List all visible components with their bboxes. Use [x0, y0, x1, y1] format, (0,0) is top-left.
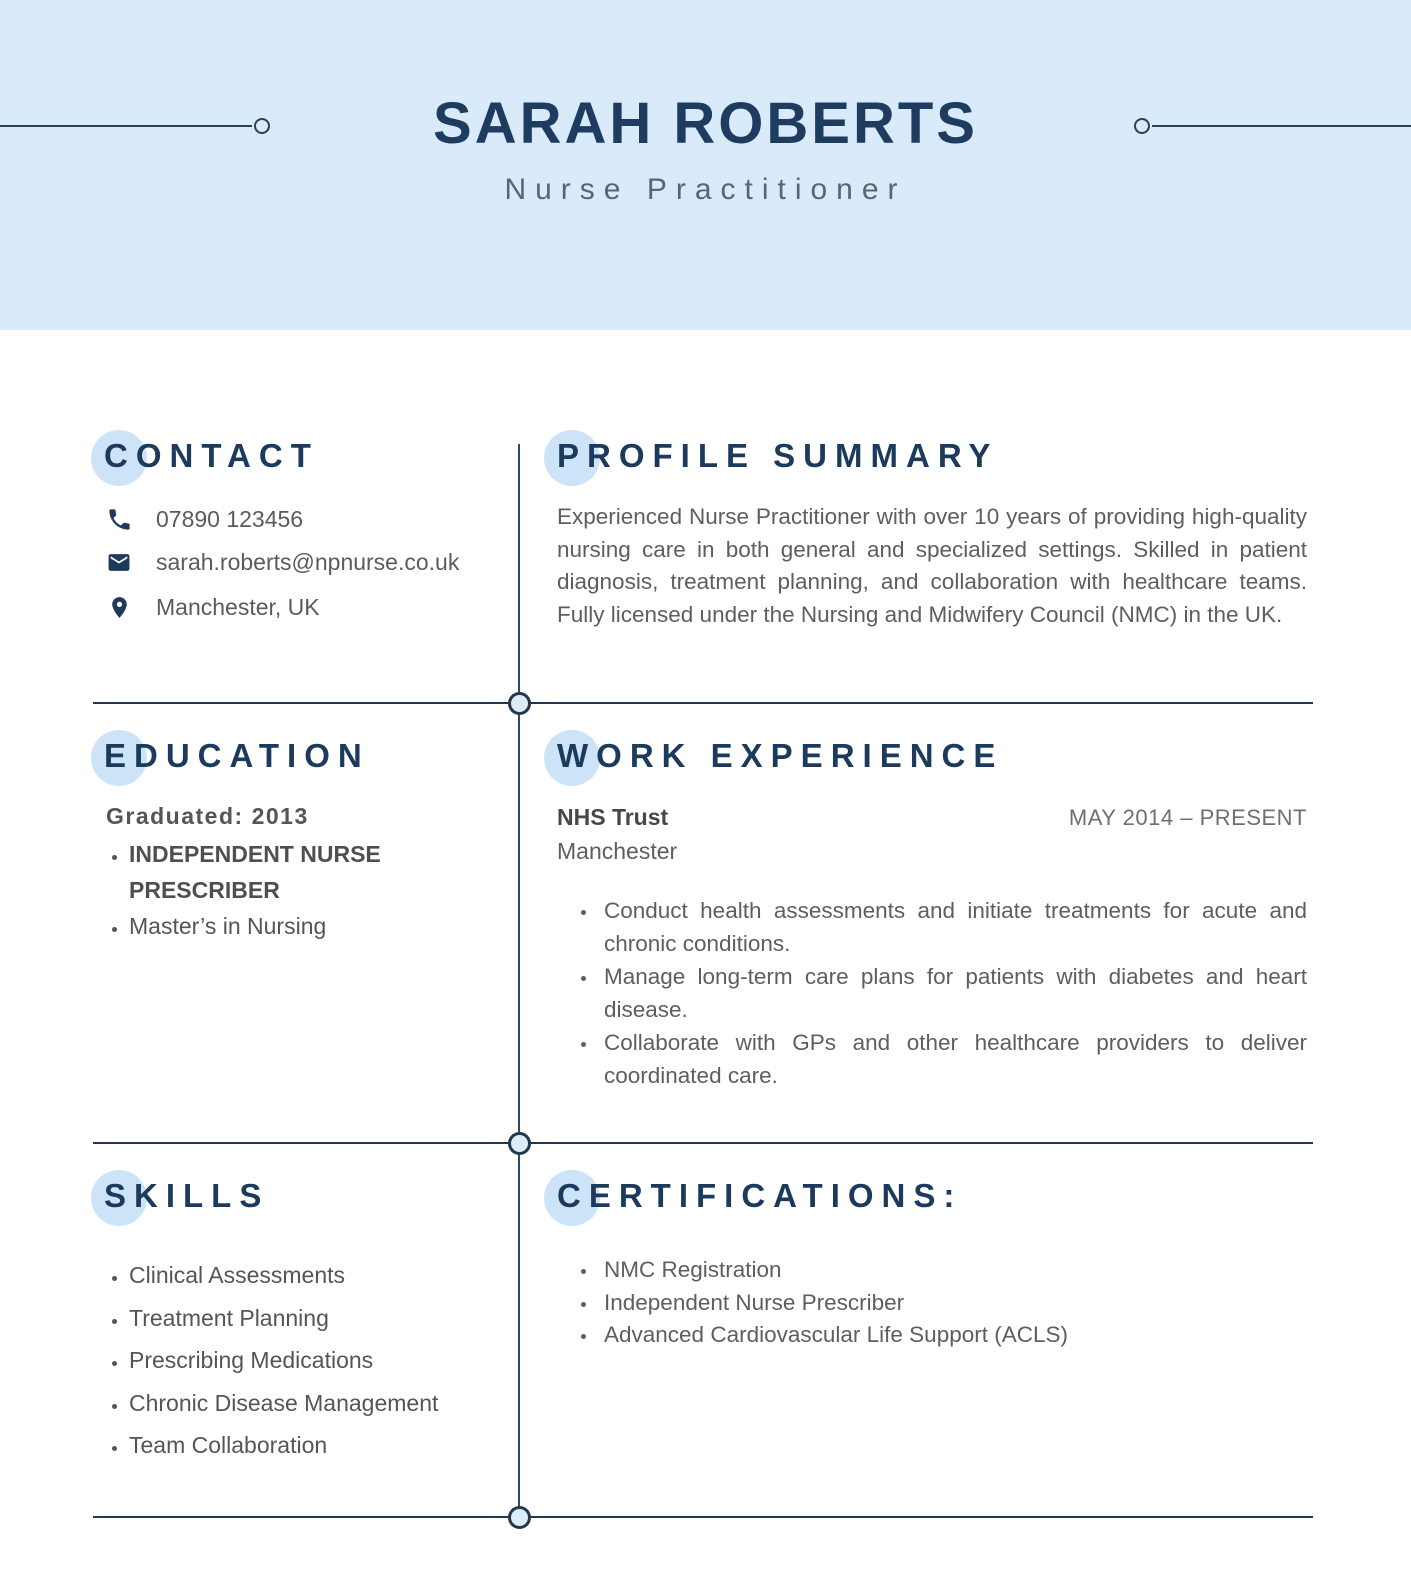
divider-node-3	[508, 1506, 531, 1529]
contact-list	[104, 506, 489, 623]
profile-summary-text: Experienced Nurse Practitioner with over 10 years of providing high-quality nursing care in both general and specialized settings. Skilled in patient diagnosis, treatment planning, and collaboration with healthcare teams. Fully licensed under the Nursing and Midwifery Council (NMC) in the UK.	[557, 504, 1307, 627]
work-duty-item: • Manage long-term care plans for patients with diabetes and heart disease.	[598, 960, 1307, 1026]
horizontal-divider-1	[93, 702, 1313, 704]
certifications-section	[557, 1176, 1307, 1352]
horizontal-divider-3	[93, 1516, 1313, 1518]
decorative-circle	[254, 118, 270, 134]
education-item: • INDEPENDENT NURSE PRESCRIBER	[129, 836, 434, 908]
certifications-list	[557, 1254, 1307, 1352]
certification-item: • Independent Nurse Prescriber	[598, 1287, 1307, 1320]
contact-item-phone	[104, 506, 489, 533]
certification-item: • Advanced Cardiovascular Life Support (ACLS)	[598, 1319, 1307, 1352]
employer-name: NHS Trust	[557, 804, 669, 830]
job-title: Nurse Practitioner	[504, 173, 907, 206]
contact-phone-value: 07890 123456	[156, 506, 304, 532]
horizontal-divider-2	[93, 1142, 1313, 1144]
employment-dates: MAY 2014 – PRESENT	[1068, 805, 1307, 830]
skill-item: • Treatment Planning	[129, 1297, 494, 1340]
skill-item: • Chronic Disease Management	[129, 1382, 494, 1425]
contact-item-email	[104, 549, 489, 576]
work-experience-heading-label: WORK EXPERIENCE	[557, 737, 1004, 774]
education-heading-label: EDUCATION	[104, 737, 370, 774]
skills-list	[104, 1254, 494, 1467]
phone-icon	[104, 506, 134, 533]
skills-heading-label: SKILLS	[104, 1177, 270, 1214]
work-duty-item: • Conduct health assessments and initiate treatments for acute and chronic conditions.	[598, 894, 1307, 960]
contact-location-value: Manchester, UK	[156, 594, 320, 620]
contact-heading-label: CONTACT	[104, 437, 319, 474]
profile-summary-heading-label: PROFILE SUMMARY	[557, 437, 999, 474]
skills-heading	[104, 1176, 494, 1216]
education-list	[104, 836, 434, 944]
certifications-heading-label: CERTIFICATIONS:	[557, 1177, 963, 1214]
work-experience-heading	[557, 736, 1307, 776]
certification-item: • NMC Registration	[598, 1254, 1307, 1287]
skill-item: • Team Collaboration	[129, 1424, 494, 1467]
education-graduated: Graduated: 2013	[106, 803, 309, 829]
contact-heading	[104, 436, 489, 476]
decorative-line-left	[0, 118, 272, 136]
decorative-rule	[1152, 125, 1411, 127]
divider-node-1	[508, 692, 531, 715]
contact-section	[104, 436, 489, 639]
mail-icon	[104, 550, 134, 575]
contact-item-location	[104, 592, 489, 623]
decorative-line-right	[1134, 118, 1411, 136]
skills-section	[104, 1176, 494, 1467]
education-heading	[104, 736, 494, 776]
work-experience-section	[557, 736, 1307, 1092]
location-icon	[104, 592, 134, 623]
work-duty-item: • Collaborate with GPs and other healthcare providers to deliver coordinated care.	[598, 1026, 1307, 1092]
job-row	[557, 804, 1307, 831]
divider-node-2	[508, 1132, 531, 1155]
job-location: Manchester	[557, 838, 678, 864]
contact-email-value: sarah.roberts@npnurse.co.uk	[156, 549, 460, 575]
profile-summary-section	[557, 436, 1307, 631]
person-name: SARAH ROBERTS	[433, 91, 978, 156]
skill-item: • Clinical Assessments	[129, 1254, 494, 1297]
vertical-divider	[518, 444, 520, 1517]
header	[0, 0, 1411, 330]
education-section	[104, 736, 494, 944]
education-item: • Master’s in Nursing	[129, 908, 434, 944]
decorative-circle	[1134, 118, 1150, 134]
skill-item: • Prescribing Medications	[129, 1339, 494, 1382]
certifications-heading	[557, 1176, 1307, 1216]
work-duty-list	[557, 894, 1307, 1092]
decorative-rule	[0, 125, 252, 127]
profile-summary-heading	[557, 436, 1307, 476]
